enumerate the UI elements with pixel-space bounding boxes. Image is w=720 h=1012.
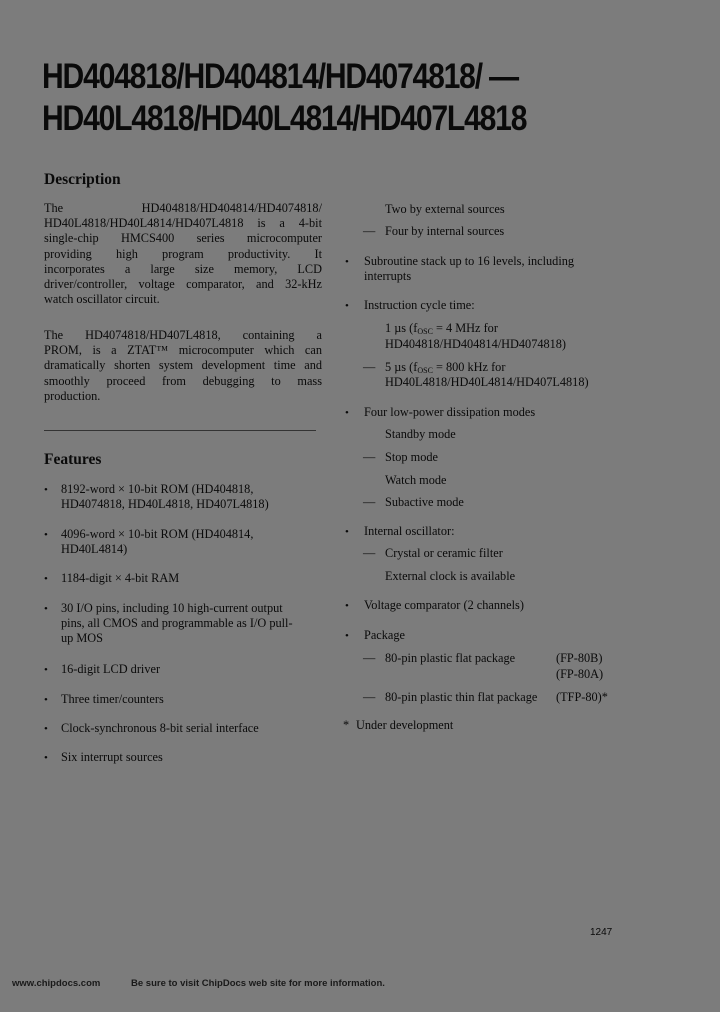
text-line: incorporates a large size memory, LCD bbox=[44, 261, 322, 276]
list-item: 4096-word × 10-bit ROM (HD404814, bbox=[61, 527, 254, 541]
text-line: smoothly proceed from debugging to mass bbox=[44, 373, 322, 388]
text-line: dramatically shorten system development time and bbox=[44, 358, 322, 373]
text-line: single-chip HMCS400 series microcomputer bbox=[44, 231, 322, 246]
text-line: providing high program productivity. It bbox=[44, 246, 322, 261]
bullet-icon: • bbox=[44, 573, 48, 585]
bullet-icon: • bbox=[44, 484, 48, 496]
list-item: Three timer/counters bbox=[61, 692, 164, 706]
section-divider bbox=[44, 430, 316, 431]
osc-subscript: OSC bbox=[417, 366, 433, 375]
list-item: Clock-synchronous 8-bit serial interface bbox=[61, 721, 259, 735]
cycle-2-suffix: = 800 kHz for bbox=[432, 360, 506, 374]
title-line-2: HD40L4818/HD40L4814/HD407L4818 bbox=[42, 99, 527, 138]
footer-note: Be sure to visit ChipDocs web site for more information. bbox=[131, 978, 385, 989]
package-name: 80-pin plastic thin flat package bbox=[385, 690, 538, 704]
title-line-1: HD404818/HD404814/HD4074818/ — bbox=[42, 57, 518, 96]
bullet-icon: • bbox=[345, 600, 349, 612]
text-line: driver/controller, voltage comparator, and 32-kHz bbox=[44, 277, 322, 292]
dash-icon: — bbox=[363, 495, 376, 509]
cycle-2-prefix: 5 µs (f bbox=[385, 360, 418, 374]
text-line: watch oscillator circuit. bbox=[44, 292, 160, 307]
sub-item: Crystal or ceramic filter bbox=[385, 546, 503, 560]
features-heading: Features bbox=[44, 451, 102, 468]
description-paragraph-2 bbox=[44, 328, 322, 404]
text-line: The HD404818/HD404814/HD4074818/ bbox=[44, 201, 322, 215]
package-code: (FP-80B) bbox=[556, 651, 603, 665]
dash-icon: — bbox=[363, 224, 376, 238]
list-item: Six interrupt sources bbox=[61, 750, 163, 764]
page-title bbox=[42, 56, 610, 140]
dash-icon: — bbox=[363, 690, 376, 704]
bullet-icon: • bbox=[44, 664, 48, 676]
bullet-icon: • bbox=[345, 407, 349, 419]
bullet-icon: • bbox=[345, 256, 349, 268]
description-paragraph-1 bbox=[44, 201, 322, 307]
list-item: Instruction cycle time: bbox=[364, 298, 475, 312]
bullet-icon: • bbox=[44, 752, 48, 764]
list-item: Voltage comparator (2 channels) bbox=[364, 598, 524, 612]
sub-item: Stop mode bbox=[385, 450, 438, 464]
bullet-icon: • bbox=[44, 723, 48, 735]
footer-link[interactable]: www.chipdocs.com bbox=[12, 978, 101, 989]
dash-icon: — bbox=[363, 546, 376, 560]
text-line: HD40L4818/HD40L4814/HD407L4818 is a 4-bit bbox=[44, 216, 322, 231]
bullet-icon: • bbox=[345, 526, 349, 538]
osc-subscript: OSC bbox=[417, 327, 433, 336]
sub-item: Standby mode bbox=[385, 427, 456, 441]
dash-icon: — bbox=[363, 651, 376, 665]
list-item: Four low-power dissipation modes bbox=[364, 405, 536, 419]
sub-item-cont: HD404818/HD404814/HD4074818) bbox=[385, 337, 567, 351]
dash-icon: — bbox=[363, 450, 376, 464]
package-name: 80-pin plastic flat package bbox=[385, 651, 516, 665]
list-item-cont: pins, all CMOS and programmable as I/O pull- bbox=[61, 616, 293, 630]
sub-item: External clock is available bbox=[385, 569, 516, 583]
footnote-text: Under development bbox=[356, 718, 454, 732]
sub-item: Four by internal sources bbox=[385, 224, 505, 238]
list-item: 1184-digit × 4-bit RAM bbox=[61, 571, 180, 585]
description-heading: Description bbox=[44, 171, 121, 188]
list-item-cont: HD4074818, HD40L4818, HD407L4818) bbox=[61, 497, 269, 511]
list-item-cont: interrupts bbox=[364, 269, 412, 283]
cycle-1-suffix: = 4 MHz for bbox=[432, 321, 498, 335]
footnote-mark: * bbox=[343, 718, 350, 732]
list-item: 16-digit LCD driver bbox=[61, 662, 161, 676]
sub-item: Two by external sources bbox=[385, 202, 505, 216]
list-item: Subroutine stack up to 16 levels, including bbox=[364, 254, 575, 268]
list-item: 30 I/O pins, including 10 high-current output bbox=[61, 601, 283, 615]
sub-item: Watch mode bbox=[385, 473, 447, 487]
dash-icon: — bbox=[363, 360, 376, 374]
list-item-cont: up MOS bbox=[61, 631, 104, 645]
cycle-1-prefix: 1 µs (f bbox=[385, 321, 418, 335]
list-item: Internal oscillator: bbox=[364, 524, 455, 538]
list-item: Package bbox=[364, 628, 405, 642]
package-code: (TFP-80)* bbox=[556, 690, 608, 704]
list-item: 8192-word × 10-bit ROM (HD404818, bbox=[61, 482, 254, 496]
bullet-icon: • bbox=[345, 300, 349, 312]
bullet-icon: • bbox=[345, 630, 349, 642]
text-line: production. bbox=[44, 388, 101, 403]
bullet-icon: • bbox=[44, 603, 48, 615]
text-line: The HD4074818/HD407L4818, containing a bbox=[44, 328, 322, 342]
text-line: PROM, is a ZTAT™ microcomputer which can bbox=[44, 343, 322, 358]
bullet-icon: • bbox=[44, 529, 48, 541]
page-number: 1247 bbox=[590, 927, 613, 938]
sub-item-cont: HD40L4818/HD40L4814/HD407L4818) bbox=[385, 375, 589, 389]
sub-item: Subactive mode bbox=[385, 495, 464, 509]
package-code: (FP-80A) bbox=[556, 667, 604, 681]
list-item-cont: HD40L4814) bbox=[61, 542, 128, 556]
bullet-icon: • bbox=[44, 694, 48, 706]
